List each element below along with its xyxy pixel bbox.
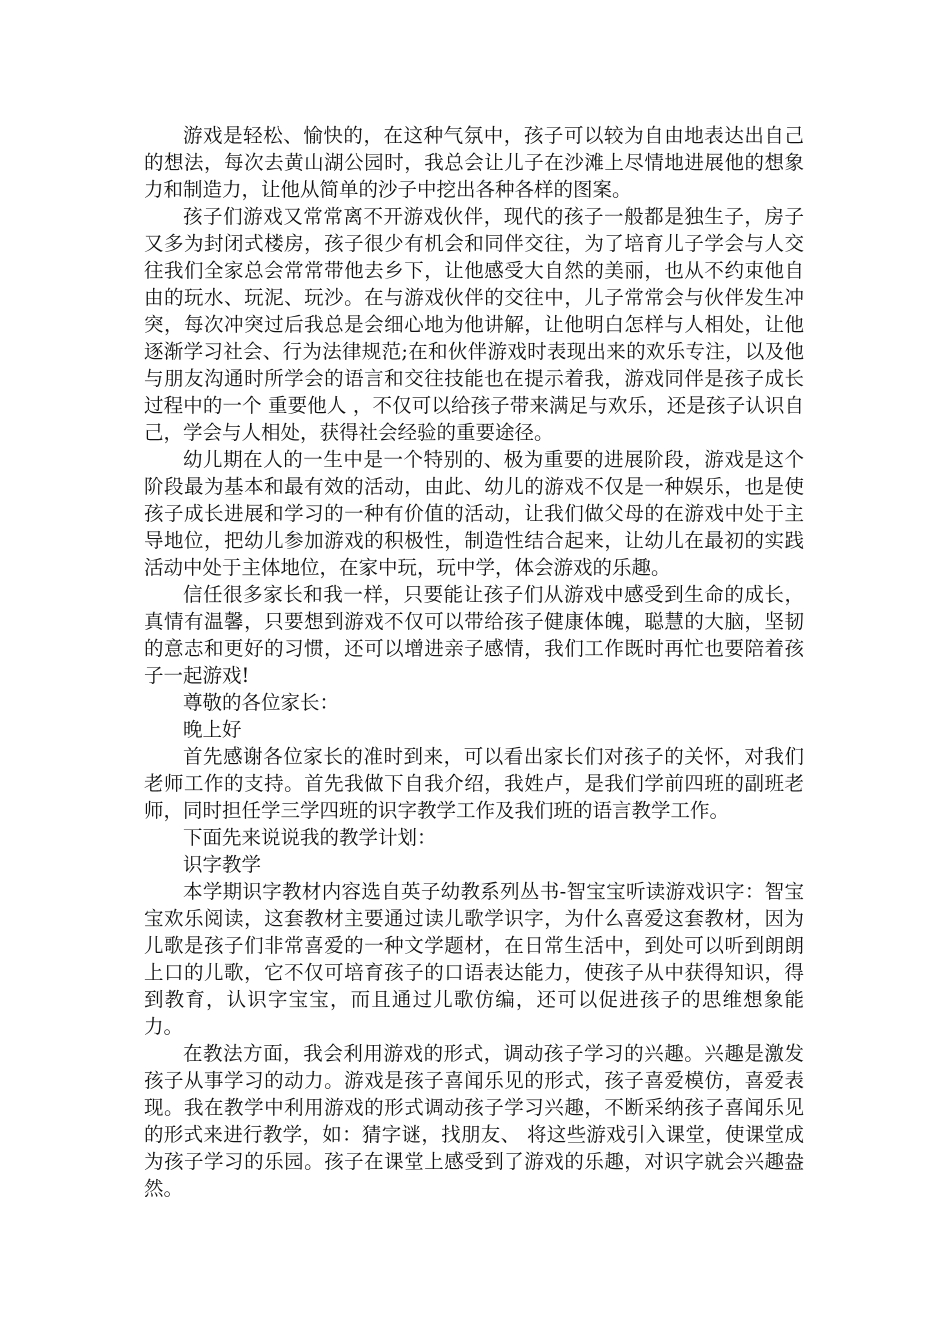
paragraph: 信任很多家长和我一样，只要能让孩子们从游戏中感受到生命的成长，真情有温馨，只要想到游戏不仅可以带给孩子健康体魄，聪慧的大脑，坚韧的意志和更好的习惯，还可以增进亲子感情，我们工作既时再忙也要陪着孩子一起游戏! [144,583,804,687]
paragraph: 孩子们游戏又常常离不开游戏伙伴，现代的孩子一般都是独生子，房子又多为封闭式楼房，孩子很少有机会和同伴交往，为了培育儿子学会与人交往我们全家总会常常带他去乡下，让他感受大自然的美丽，也从不约束他自由的玩水、玩泥、玩沙。在与游戏伙伴的交往中，儿子常常会与伙伴发生冲突，每次冲突过后我总是会细心地为他讲解，让他明白怎样与人相处，让他逐渐学习社会、行为法律规范;在和伙伴游戏时表现出来的欢乐专注，以及他与朋友沟通时所学会的语言和交往技能也在提示着我，游戏同伴是孩子成长过程中的一个 重要他人 ，不仅可以给孩子带来满足与欢乐，还是孩子认识自己，学会与人相处，获得社会经验的重要途径。 [144,205,804,444]
document-body [144,122,804,1202]
greeting-line: 尊敬的各位家长： [183,691,340,714]
paragraph: 幼儿期在人的一生中是一个特别的、极为重要的进展阶段，游戏是这个阶段最为基本和最有效的活动，由此、幼儿的游戏不仅是一种娱乐，也是使孩子成长进展和学习的一种有价值的活动，让我们做父母的在游戏中处于主导地位，把幼儿参加游戏的积极性，制造性结合起来，让幼儿在最初的实践活动中处于主体地位，在家中玩，玩中学，体会游戏的乐趣。 [144,448,804,579]
greeting-line: 晚上好 [183,718,242,741]
paragraph: 本学期识字教材内容选自英子幼教系列丛书-智宝宝听读游戏识字：智宝宝欢乐阅读，这套教材主要通过读儿歌学识字，为什么喜爱这套教材，因为儿歌是孩子们非常喜爱的一种文学题材，在日常生活中，到处可以听到朗朗上口的儿歌，它不仅可培育孩子的口语表达能力，使孩子从中获得知识，得到教育，认识字宝宝，而且通过儿歌仿编，还可以促进孩子的思维想象能力。 [144,880,804,1038]
section-heading: 识字教学 [183,853,262,876]
paragraph: 游戏是轻松、愉快的，在这种气氛中，孩子可以较为自由地表达出自己的想法，每次去黄山湖公园时，我总会让儿子在沙滩上尽情地进展他的想象力和制造力，让他从简单的沙子中挖出各种各样的图案。 [144,124,804,201]
paragraph: 首先感谢各位家长的准时到来，可以看出家长们对孩子的关怀，对我们老师工作的支持。首先我做下自我介绍，我姓卢，是我们学前四班的副班老师，同时担任学三学四班的识字教学工作及我们班的语言教学工作。 [144,745,804,822]
paragraph: 下面先来说说我的教学计划： [183,826,437,849]
paragraph: 在教法方面，我会利用游戏的形式，调动孩子学习的兴趣。兴趣是激发孩子从事学习的动力。游戏是孩子喜闻乐见的形式，孩子喜爱模仿，喜爱表现。我在教学中利用游戏的形式调动孩子学习兴趣，不断采纳孩子喜闻乐见的形式来进行教学，如：猜字谜，找朋友、 将这些游戏引入课堂，使课堂成为孩子学习的乐园。孩子在课堂上感受到了游戏的乐趣，对识字就会兴趣盎然。 [144,1042,804,1200]
